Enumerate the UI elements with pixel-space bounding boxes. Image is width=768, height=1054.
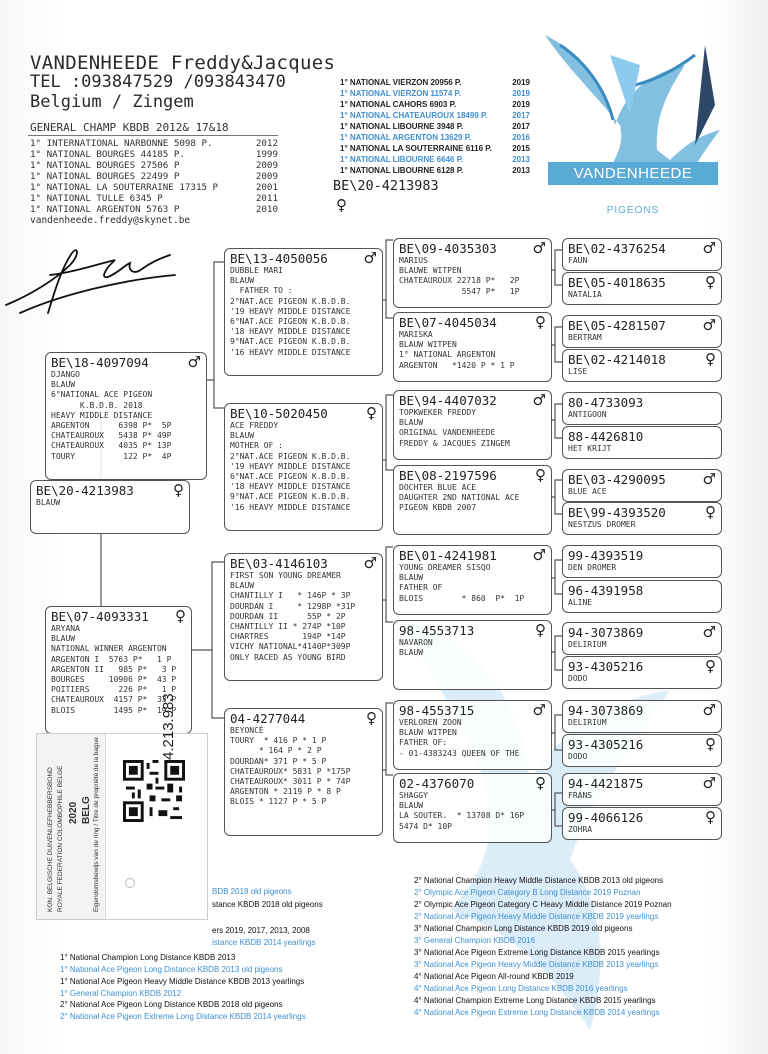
- grandparent-box: [224, 403, 383, 531]
- certificate-year: 2020: [68, 801, 79, 824]
- great-grandparent-box: [393, 238, 552, 308]
- pigeon-info-line: BLAUW: [51, 634, 76, 644]
- pigeon-info-line: BLAUW: [230, 276, 255, 286]
- pigeon-info-line: MARISKA: [399, 330, 433, 339]
- pigeon-ring-number: BE\03-4146103: [230, 556, 328, 571]
- national-win-text: 1° NATIONAL CHATEAUROUX 18499 P.: [340, 111, 488, 120]
- pigeon-name: ZOHRA: [568, 825, 593, 834]
- pigeon-info-line: FREDDY & JACQUES ZINGEM: [399, 438, 510, 448]
- female-symbol-icon: ♀: [336, 196, 347, 214]
- pigeon-info-line: - 01-4383243 QUEEN OF THE: [399, 748, 520, 758]
- pigeon-info-line: BLAUW: [51, 380, 76, 390]
- pigeon-info-line: * 164 P * 2 P: [230, 746, 322, 756]
- achievement-line: 1° National Champion Long Distance KBDB 2013: [60, 953, 236, 962]
- pigeon-ring-number: BE\18-4097094: [51, 355, 149, 370]
- general-champ-text: 1° NATIONAL LA SOUTERRAINE 17315 P: [30, 182, 219, 193]
- achievement-line: 2° Olympic Ace Pigeon Category B Long Distance 2019 Poznan: [414, 888, 641, 897]
- subject-box: [30, 480, 190, 534]
- pigeon-ring-number: BE\10-5020450: [230, 406, 328, 421]
- achievement-line: 4° National Ace Pigeon Extreme Long Distance KBDB 2014 yearlings: [414, 1008, 660, 1017]
- general-champ-year: 2011: [255, 193, 278, 204]
- pigeon-ring-number: 94-3073869: [568, 625, 644, 640]
- pigeon-info-line: CHATEAUROUX 5438 P* 49P: [51, 431, 172, 441]
- achievement-line: istance KBDB 2014 yearlings: [212, 938, 316, 947]
- breeder-phone: TEL :093847529 /093843470: [30, 72, 286, 92]
- achievement-line: 3° General Champion KBDB 2016: [414, 936, 536, 945]
- pigeon-ring-row: [394, 313, 551, 330]
- pigeon-info-line: BLAUW: [399, 801, 424, 811]
- achievement-line: 4° National Ace Pigeon All-round KBDB 2019: [414, 972, 574, 981]
- pigeon-info-line: CHATEAUROUX 4157 P* 33 P: [51, 695, 177, 705]
- pigeon-info-line: '19 HEAVY MIDDLE DISTANCE: [230, 461, 351, 471]
- grandparent-box: [224, 248, 383, 376]
- pigeon-name: LISE: [568, 367, 588, 376]
- achievement-line: BDB 2018 old pigeons: [212, 887, 292, 896]
- pigeon-info-line: BLAUW: [36, 498, 61, 507]
- pigeon-name: BLUE ACE: [568, 487, 607, 496]
- pigeon-ring-number: 98-4553713: [399, 623, 475, 638]
- national-win-text: 1° NATIONAL LA SOUTERRAINE 6116 P.: [340, 144, 492, 153]
- pigeon-ring-row: [563, 427, 721, 444]
- pigeon-info-line: 5474 D* 10P: [399, 821, 452, 831]
- pigeon-ring-number: 98-4553715: [399, 703, 475, 718]
- great-great-grandparent-box: [562, 700, 722, 733]
- female-symbol-icon: ♀: [705, 657, 716, 675]
- achievement-line: 2° National Ace Pigeon Long Distance KBDB 2018 old pigeons: [60, 1000, 283, 1009]
- pigeon-info-line: 2°NAT.ACE PIGEON K.B.D.B.: [230, 296, 351, 306]
- logo-subtitle: PIGEONS: [606, 205, 660, 216]
- pigeon-ring-row: [225, 404, 382, 421]
- national-win-year: 2016: [512, 133, 530, 142]
- pigeon-info-line: BLOIS 1495 P* 19 P: [51, 705, 177, 715]
- national-win-text: 1° NATIONAL ARGENTON 13629 P.: [340, 133, 472, 142]
- female-symbol-icon: ♀: [705, 503, 716, 521]
- great-great-grandparent-box: [562, 773, 722, 806]
- pigeon-info-line: ACE FREDDY: [230, 421, 279, 430]
- pigeon-name: FAUN: [568, 256, 588, 265]
- pigeon-info-line: CHANTILLY II * 274P *10P: [230, 622, 346, 632]
- pigeon-ring-row: [563, 546, 721, 563]
- pigeon-info-line: BLAUW: [399, 573, 424, 583]
- great-great-grandparent-box: [562, 469, 722, 502]
- national-win-text: 1° NATIONAL LIBOURNE 6128 P.: [340, 166, 464, 175]
- pigeon-ring-row: [563, 239, 721, 256]
- general-champ-year: 2012: [255, 138, 278, 149]
- great-grandparent-box: [393, 773, 552, 843]
- pigeon-info-line: BLAUWE WITPEN: [399, 266, 462, 276]
- national-win-year: 2019: [512, 89, 530, 98]
- pigeon-info-line: '19 HEAVY MIDDLE DISTANCE: [230, 306, 351, 316]
- pigeon-info-line: ARGENTON * 2119 P * 8 P: [230, 787, 341, 797]
- pigeon-ring-row: [394, 621, 551, 638]
- pigeon-info-line: FATHER OF:: [399, 738, 448, 748]
- pigeon-info-line: HEAVY MIDDLE DISTANCE: [51, 410, 153, 420]
- general-champ-text: 1° NATIONAL BOURGES 44185 P.: [30, 149, 185, 160]
- pigeon-ring-row: [225, 709, 382, 726]
- male-symbol-icon: ♂: [363, 554, 377, 572]
- male-symbol-icon: ♂: [702, 623, 716, 641]
- certificate-org-nl: KON. BELGISCHE DUIVENLIEFHEBBERSBOND: [47, 767, 54, 912]
- pigeon-ring-number: BE\09-4035303: [399, 241, 497, 256]
- national-win-text: 1° NATIONAL LIBOURNE 3948 P.: [340, 122, 464, 131]
- pigeon-info-line: VERLOREN ZOON: [399, 718, 462, 727]
- pigeon-info-line: MARIUS: [399, 256, 428, 265]
- pigeon-ring-number: 99-4066126: [568, 810, 644, 825]
- certificate-country: BELG: [81, 796, 92, 824]
- pigeon-ring-number: 88-4426810: [568, 429, 644, 444]
- pigeon-info-line: 9°NAT.ACE PIGEON K.B.D.B.: [230, 337, 351, 347]
- pigeon-name: DODO: [568, 674, 588, 683]
- pigeon-info-line: ARGENTON 6398 P* 5P: [51, 421, 172, 431]
- male-symbol-icon: ♂: [702, 774, 716, 792]
- pigeon-info-line: ORIGINAL VANDENHEEDE: [399, 428, 496, 438]
- pigeon-ring-row: [46, 353, 206, 370]
- pigeon-ring-number: 93-4305216: [568, 737, 644, 752]
- pigeon-ring-row: [563, 735, 721, 752]
- female-symbol-icon: ♀: [173, 481, 184, 499]
- subject-ring-number: BE\20-4213983: [333, 178, 439, 194]
- pigeon-ring-row: [563, 623, 721, 640]
- great-grandparent-box: [393, 545, 552, 615]
- certificate-org-fr: ROYALE FEDERATION COLOMBOPHILE BELGE: [57, 765, 64, 912]
- pigeon-info-line: FATHER OF: [399, 583, 443, 593]
- pigeon-info-line: 6°NAT.ACE PIGEON K.B.D.B.: [230, 317, 351, 327]
- pigeon-info-line: NAVARON: [399, 638, 433, 647]
- pigeon-info-line: FATHER TO :: [230, 286, 293, 296]
- grandparent-box: [224, 708, 383, 836]
- pigeon-ring-number: BE\02-4376254: [568, 241, 666, 256]
- achievement-line: 1° National Ace Pigeon Heavy Middle Distance KBDB 2013 yearlings: [60, 977, 305, 986]
- male-symbol-icon: ♂: [702, 239, 716, 257]
- pigeon-name: DELIRIUM: [568, 718, 607, 727]
- pigeon-ring-row: [563, 393, 721, 410]
- pigeon-ring-number: BE\07-4045034: [399, 315, 497, 330]
- pigeon-ring-row: [563, 470, 721, 487]
- general-champ-year: 2010: [255, 204, 278, 215]
- male-symbol-icon: ♂: [702, 470, 716, 488]
- grandparent-box: [224, 553, 383, 681]
- great-great-grandparent-box: [562, 807, 722, 840]
- pigeon-info-line: YOUNG DREAMER SISQO: [399, 563, 491, 572]
- achievement-line: 2° National Champion Heavy Middle Distance KBDB 2013 old pigeons: [414, 876, 664, 885]
- pigeon-ring-number: BE\94-4407032: [399, 393, 497, 408]
- pigeon-info-line: '16 HEAVY MIDDLE DISTANCE: [230, 502, 351, 512]
- logo-name-band: VANDENHEEDE: [548, 162, 718, 185]
- pigeon-info-line: ARGENTON *1420 P * 1 P: [399, 360, 515, 370]
- national-win-text: 1° NATIONAL VIERZON 20956 P.: [340, 78, 462, 87]
- achievement-line: ers 2019, 2017, 2013, 2008: [212, 926, 310, 935]
- sire-box: [45, 352, 207, 480]
- general-champ-year: 1999: [255, 149, 278, 160]
- pigeon-ring-number: 99-4393519: [568, 548, 644, 563]
- male-symbol-icon: ♂: [532, 546, 546, 564]
- pigeon-ring-row: [563, 701, 721, 718]
- pigeon-info-line: BLAUW WITPEN: [399, 340, 457, 350]
- female-symbol-icon: ♀: [535, 466, 546, 484]
- great-grandparent-box: [393, 620, 552, 690]
- pigeon-info-line: ONLY RACED AS YOUNG BIRD: [230, 652, 346, 662]
- pigeon-info-line: 5547 P* 1P: [399, 286, 520, 296]
- female-symbol-icon: ♀: [535, 313, 546, 331]
- general-champ-text: 1° NATIONAL ARGENTON 5763 P: [30, 204, 180, 215]
- pigeon-name: DEN DROMER: [568, 563, 617, 572]
- pigeon-info-line: DAUGHTER 2ND NATIONAL ACE: [399, 493, 520, 503]
- pigeon-ring-number: 94-3073869: [568, 703, 644, 718]
- pigeon-ring-row: [563, 350, 721, 367]
- pigeon-ring-number: 80-4733093: [568, 395, 644, 410]
- pigeon-info-line: CHANTILLY I * 146P * 3P: [230, 591, 351, 601]
- national-win-year: 2019: [512, 100, 530, 109]
- pigeon-info-line: CHATEAUROUX* 3011 P * 74P: [230, 777, 351, 787]
- pigeon-info-line: 1° NATIONAL ARGENTON: [399, 350, 496, 360]
- pigeon-ring-row: [31, 481, 189, 498]
- pigeon-ring-number: BE\05-4018635: [568, 275, 666, 290]
- pigeon-ring-number: 94-4421875: [568, 776, 644, 791]
- achievement-line: 1° General Champion KBDB 2012: [60, 989, 182, 998]
- pigeon-info-line: ARGENTON II 985 P* 3 P: [51, 664, 177, 674]
- national-win-year: 2013: [512, 155, 530, 164]
- achievement-line: 2° National Ace Pigeon Heavy Middle Distance KBDB 2019 yearlings: [414, 912, 659, 921]
- pigeon-info-line: DOCHTER BLUE ACE: [399, 483, 477, 492]
- breeder-email: vandenheede.freddy@skynet.be: [30, 215, 191, 226]
- pigeon-info-line: K.B.D.B. 2018: [51, 400, 143, 410]
- pigeon-ring-number: 96-4391958: [568, 583, 644, 598]
- pigeon-ring-row: [563, 581, 721, 598]
- pigeon-info-line: VICHY NATIONAL*4140P*309P: [230, 642, 351, 652]
- female-symbol-icon: ♀: [705, 808, 716, 826]
- pigeon-ring-row: [225, 554, 382, 571]
- ring-certificate-card: [36, 733, 208, 920]
- hologram-dot-icon: [125, 878, 135, 888]
- pigeon-info-line: CHATEAUROUX* 5831 P *175P: [230, 766, 351, 776]
- general-champ-title: GENERAL CHAMP KBDB 2012& 17&18: [30, 121, 229, 134]
- national-win-year: 2017: [512, 111, 530, 120]
- general-champ-text: 1° NATIONAL TULLE 6345 P: [30, 193, 163, 204]
- pigeon-ring-row: [563, 657, 721, 674]
- pigeon-info-line: DOURDAN II 55P * 2P: [230, 611, 346, 621]
- general-champ-year: 2009: [255, 160, 278, 171]
- great-great-grandparent-box: [562, 315, 722, 348]
- pigeon-name: DODO: [568, 752, 588, 761]
- pigeon-info-line: LA SOUTER. * 13708 D* 16P: [399, 811, 525, 821]
- pigeon-ring-row: [394, 546, 551, 563]
- pigeon-ring-number: BE\99-4393520: [568, 505, 666, 520]
- certificate-ring-number: 4.213.983: [160, 693, 177, 760]
- pigeon-ring-row: [394, 774, 551, 791]
- pigeon-ring-number: 02-4376070: [399, 776, 475, 791]
- great-great-grandparent-box: [562, 656, 722, 689]
- pigeon-ring-row: [563, 273, 721, 290]
- pigeon-info-line: MOTHER OF :: [230, 441, 283, 451]
- pigeon-name: NATALIA: [568, 290, 602, 299]
- pigeon-info-line: 9°NAT.ACE PIGEON K.B.D.B.: [230, 492, 351, 502]
- national-win-year: 2017: [512, 122, 530, 131]
- pigeon-ring-row: [46, 607, 191, 624]
- pigeon-info-line: DJANGO: [51, 370, 80, 379]
- general-champ-text: 1° NATIONAL BOURGES 22499 P: [30, 171, 180, 182]
- general-champ-text: 1° NATIONAL BOURGES 27506 P: [30, 160, 180, 171]
- pigeon-info-line: BLAUW: [230, 581, 255, 591]
- female-symbol-icon: ♀: [705, 735, 716, 753]
- pigeon-ring-number: BE\13-4050056: [230, 251, 328, 266]
- great-grandparent-box: [393, 312, 552, 382]
- achievement-line: 4° National Champion Extreme Long Distance KBDB 2015 yearlings: [414, 996, 656, 1005]
- pigeon-ring-row: [563, 774, 721, 791]
- pigeon-ring-row: [563, 503, 721, 520]
- pigeon-ring-number: BE\08-2197596: [399, 468, 497, 483]
- pigeon-info-line: BLAUW: [230, 431, 255, 441]
- national-win-year: 2015: [512, 144, 530, 153]
- pigeon-info-line: TOPKWEKER FREDDY: [399, 408, 477, 417]
- achievement-line: 3° National Champion Long Distance KBDB 2019 old pigeons: [414, 924, 633, 933]
- pigeon-info-line: SHAGGY: [399, 791, 428, 800]
- achievement-line: 2° National Ace Pigeon Extreme Long Distance KBDB 2014 yearlings: [60, 1012, 306, 1021]
- pigeon-name: BERTRAM: [568, 333, 602, 342]
- pigeon-info-line: BOURGES 10906 P* 43 P: [51, 675, 177, 685]
- great-great-grandparent-box: [562, 426, 722, 459]
- general-champ-year: 2009: [255, 171, 278, 182]
- breeder-location: Belgium / Zingem: [30, 92, 194, 112]
- pigeon-ring-number: BE\01-4241981: [399, 548, 497, 563]
- pigeon-info-line: BLAUW WITPEN: [399, 728, 457, 738]
- pigeon-name: DELIRIUM: [568, 640, 607, 649]
- pigeon-info-line: DUBBLE MARI: [230, 266, 283, 275]
- pigeon-ring-row: [563, 808, 721, 825]
- pigeon-info-line: FIRST SON YOUNG DREAMER: [230, 571, 341, 580]
- achievement-line: 3° National Ace Pigeon Extreme Long Distance KBDB 2015 yearlings: [414, 948, 660, 957]
- general-champ-year: 2001: [255, 182, 278, 193]
- great-great-grandparent-box: [562, 545, 722, 578]
- general-champ-text: 1° INTERNATIONAL NARBONNE 5098 P.: [30, 138, 213, 149]
- national-win-year: 2019: [512, 78, 530, 87]
- pigeon-info-line: 6°NAT.ACE PIGEON K.B.D.B.: [230, 472, 351, 482]
- pigeon-info-line: CHATEAUROUX 4035 P* 13P: [51, 441, 172, 451]
- male-symbol-icon: ♂: [702, 701, 716, 719]
- breeder-name: VANDENHEEDE Freddy&Jacques: [30, 52, 336, 74]
- certificate-ownership-text: Eigendomsbewijs van de ring / Titre de propriété de la bague: [93, 737, 100, 912]
- great-great-grandparent-box: [562, 580, 722, 613]
- pigeon-ring-row: [394, 391, 551, 408]
- pigeon-info-line: BLOIS * 1127 P * 5 P: [230, 797, 327, 807]
- achievement-line: 3° National Ace Pigeon Heavy Middle Distance KBDB 2013 yearlings: [414, 960, 659, 969]
- pigeon-ring-number: 93-4305216: [568, 659, 644, 674]
- pigeon-info-line: '18 HEAVY MIDDLE DISTANCE: [230, 327, 351, 337]
- qr-code-icon: [123, 760, 185, 822]
- achievement-line: 1° National Ace Pigeon Long Distance KBDB 2013 old pigeons: [60, 965, 283, 974]
- great-great-grandparent-box: [562, 272, 722, 305]
- male-symbol-icon: ♂: [532, 391, 546, 409]
- pigeon-ring-number: BE\05-4281507: [568, 318, 666, 333]
- pigeon-info-line: PIGEON KBDB 2007: [399, 503, 477, 513]
- male-symbol-icon: ♂: [702, 316, 716, 334]
- pigeon-info-line: BEYONCÉ: [230, 726, 264, 735]
- pigeon-name: ALINE: [568, 598, 593, 607]
- male-symbol-icon: ♂: [532, 239, 546, 257]
- pigeon-info-line: POITIERS 226 P* 1 P: [51, 685, 177, 695]
- pigeon-ring-number: BE\03-4290095: [568, 472, 666, 487]
- pigeon-ring-row: [394, 239, 551, 256]
- female-symbol-icon: ♀: [535, 774, 546, 792]
- pigeon-info-line: 2°NAT.ACE PIGEON K.B.D.B.: [230, 451, 351, 461]
- achievement-line: stance KBDB 2018 old pigeons: [212, 900, 323, 909]
- pigeon-ring-row: [394, 701, 551, 718]
- pigeon-ring-number: BE\20-4213983: [36, 483, 134, 498]
- female-symbol-icon: ♀: [535, 621, 546, 639]
- pigeon-info-line: 6°NATIONAL ACE PIGEON: [51, 390, 153, 400]
- pigeon-info-line: BLAUW: [399, 648, 424, 658]
- pigeon-info-line: TOURY * 416 P * 1 P: [230, 736, 327, 746]
- male-symbol-icon: ♂: [532, 701, 546, 719]
- female-symbol-icon: ♀: [366, 404, 377, 422]
- pigeon-ring-row: [225, 249, 382, 266]
- great-great-grandparent-box: [562, 392, 722, 425]
- pigeon-name: NESTZUS DROMER: [568, 520, 636, 529]
- great-grandparent-box: [393, 465, 552, 535]
- national-win-text: 1° NATIONAL CAHORS 6903 P.: [340, 100, 457, 109]
- pigeon-info-line: TOURY 122 P* 4P: [51, 451, 172, 461]
- national-win-text: 1° NATIONAL VIERZON 11574 P.: [340, 89, 462, 98]
- pigeon-ring-row: [563, 316, 721, 333]
- great-great-grandparent-box: [562, 502, 722, 535]
- pigeon-ring-row: [394, 466, 551, 483]
- pigeon-info-line: '16 HEAVY MIDDLE DISTANCE: [230, 347, 351, 357]
- pigeon-info-line: '18 HEAVY MIDDLE DISTANCE: [230, 482, 351, 492]
- male-symbol-icon: ♂: [363, 249, 377, 267]
- great-grandparent-box: [393, 390, 552, 460]
- female-symbol-icon: ♀: [366, 709, 377, 727]
- pigeon-info-line: ARYANA: [51, 624, 80, 633]
- pigeon-info-line: NATIONAL WINNER ARGENTON: [51, 644, 167, 654]
- pigeon-name: HET KRIJT: [568, 444, 612, 453]
- pigeon-info-line: BLAUW: [399, 418, 424, 428]
- great-great-grandparent-box: [562, 734, 722, 767]
- pigeon-info-line: BLOIS * 860 P* 1P: [399, 593, 525, 603]
- pigeon-ring-number: BE\07-4093331: [51, 609, 149, 624]
- national-win-text: 1° NATIONAL LIBOURNE 6646 P.: [340, 155, 464, 164]
- achievement-line: 4° National Ace Pigeon Long Distance KBDB 2016 yearlings: [414, 984, 628, 993]
- pigeon-name: FRANS: [568, 791, 593, 800]
- pigeon-ring-number: BE\02-4214018: [568, 352, 666, 367]
- pigeon-info-line: DOURDAN* 371 P * 5 P: [230, 756, 327, 766]
- achievement-line: 2° Olympic Ace Pigeon Category C Heavy Middle Distance 2019 Poznan: [414, 900, 672, 909]
- female-symbol-icon: ♀: [175, 607, 186, 625]
- great-great-grandparent-box: [562, 622, 722, 655]
- pigeon-info-line: CHATEAUROUX 22718 P* 2P: [399, 276, 520, 286]
- great-great-grandparent-box: [562, 349, 722, 382]
- national-win-year: 2013: [512, 166, 530, 175]
- pigeon-name: ANTIGOON: [568, 410, 607, 419]
- pigeon-info-line: DOURDAN I * 1298P *31P: [230, 601, 356, 611]
- female-symbol-icon: ♀: [705, 273, 716, 291]
- great-great-grandparent-box: [562, 238, 722, 271]
- female-symbol-icon: ♀: [705, 350, 716, 368]
- pigeon-info-line: ARGENTON I 5763 P* 1 P: [51, 654, 172, 664]
- male-symbol-icon: ♂: [187, 353, 201, 371]
- pigeon-ring-number: 04-4277044: [230, 711, 306, 726]
- pigeon-info-line: CHARTRES 194P *14P: [230, 632, 346, 642]
- great-grandparent-box: [393, 700, 552, 770]
